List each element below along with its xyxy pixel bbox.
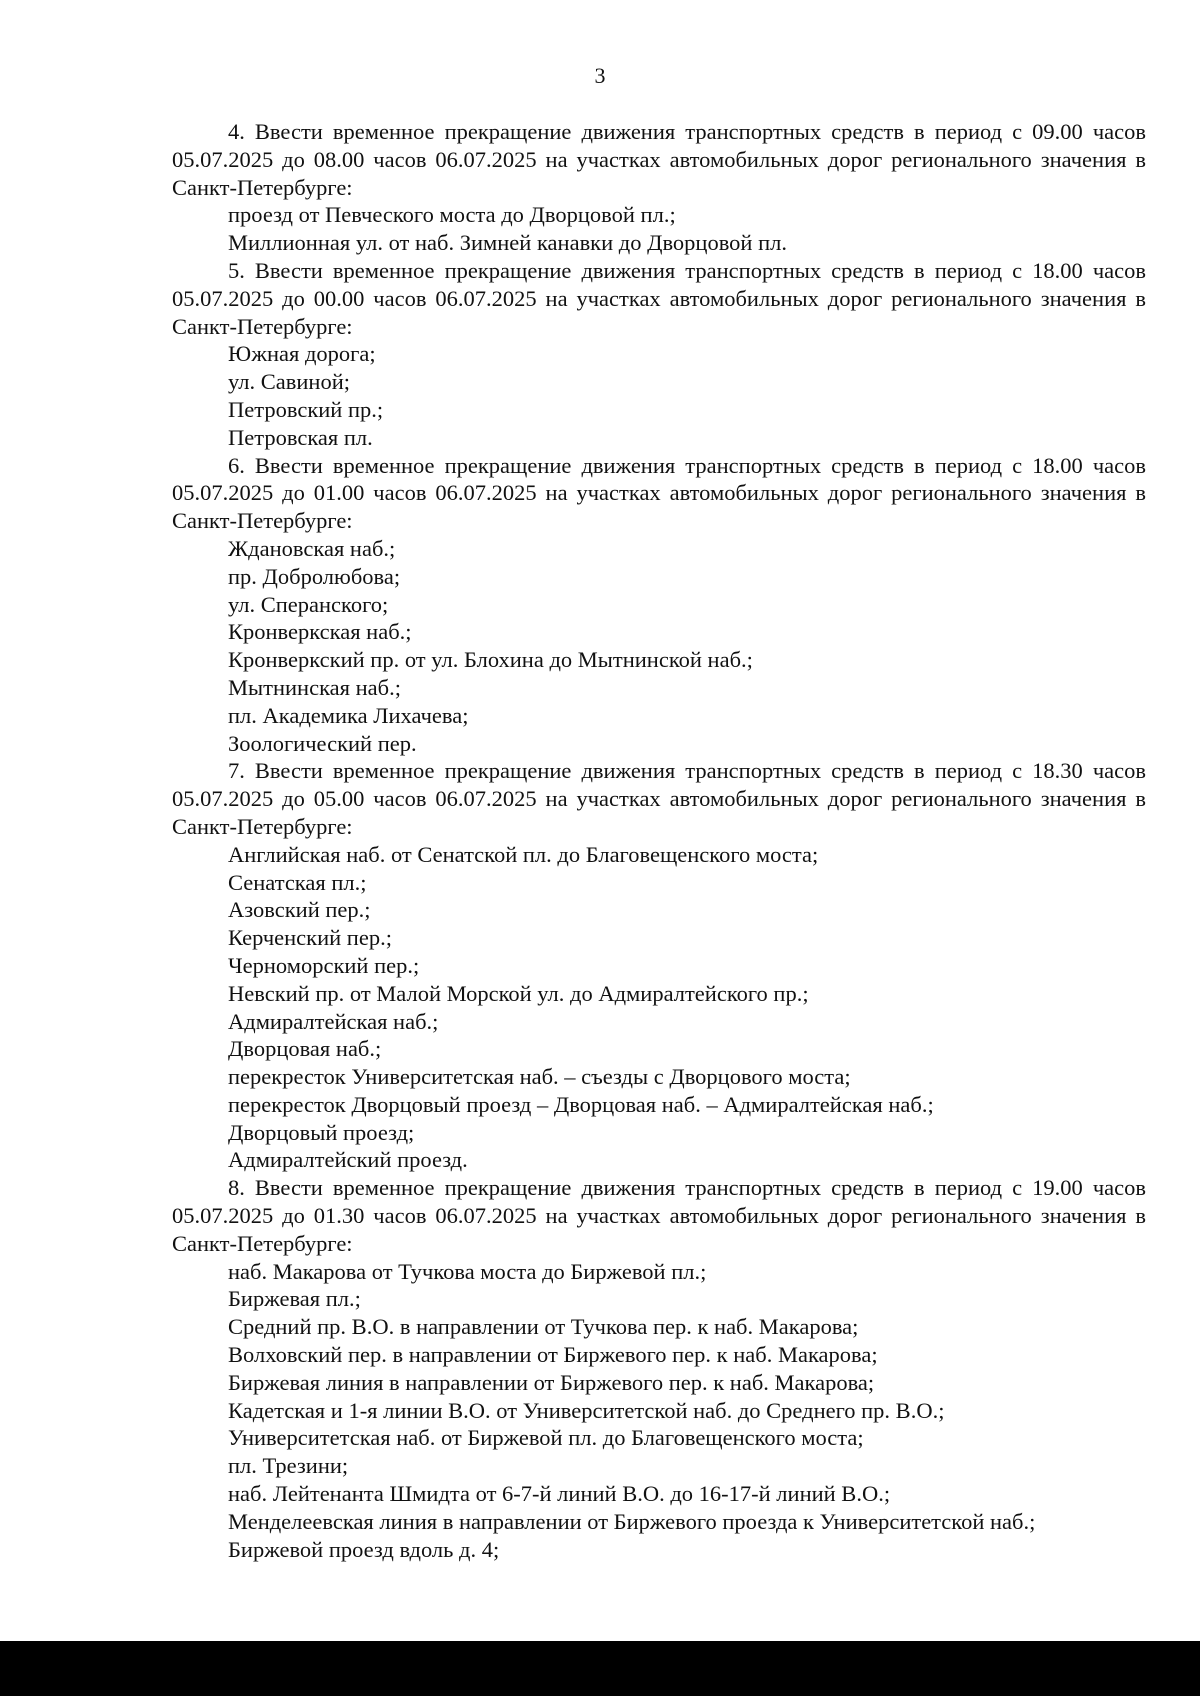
page-number: 3 <box>594 63 606 88</box>
road-item: проезд от Певческого моста до Дворцовой пл.; <box>228 202 676 228</box>
road-item: Невский пр. от Малой Морской ул. до Адмиралтейского пр.; <box>228 980 809 1006</box>
road-item: Мытнинская наб.; <box>228 674 401 700</box>
order-section <box>172 1174 1146 1563</box>
road-item: Английская наб. от Сенатской пл. до Благовещенского моста; <box>228 841 819 867</box>
scan-border-bar <box>0 1641 1200 1696</box>
section-paragraph: 6. Ввести временное прекращение движения транспортных средств в период с 18.00 часов 05.07.2025 до 01.00 часов 06.07.2025 на участках автомобильных дорог регионального значения в Санкт-Петербурге: <box>172 452 1146 534</box>
order-section <box>172 452 1146 758</box>
road-list <box>172 201 1146 257</box>
road-item: Адмиралтейская наб.; <box>228 1008 439 1034</box>
road-list <box>172 340 1146 451</box>
road-item: Адмиралтейский проезд. <box>228 1147 468 1173</box>
road-item: Керченский пер.; <box>228 925 392 951</box>
road-item: пл. Академика Лихачева; <box>228 702 469 728</box>
road-item: Черноморский пер.; <box>228 952 420 978</box>
road-item: Университетская наб. от Биржевой пл. до Благовещенского моста; <box>228 1425 864 1451</box>
road-item: Сенатская пл.; <box>228 869 367 895</box>
section-paragraph: 8. Ввести временное прекращение движения транспортных средств в период с 19.00 часов 05.07.2025 до 01.30 часов 06.07.2025 на участках автомобильных дорог регионального значения в Санкт-Петербурге: <box>172 1175 1146 1256</box>
road-list <box>172 841 1146 1175</box>
road-item: Петровский пр.; <box>228 396 384 422</box>
road-item: наб. Лейтенанта Шмидта от 6-7-й линий В.О. до 16-17-й линий В.О.; <box>228 1481 891 1507</box>
road-item: Биржевая линия в направлении от Биржевого пер. к наб. Макарова; <box>228 1369 875 1395</box>
road-item: Кронверкская наб.; <box>228 619 412 645</box>
road-item: Кадетская и 1-я линии В.О. от Университетской наб. до Среднего пр. В.О.; <box>228 1397 945 1423</box>
section-paragraph: 5. Ввести временное прекращение движения транспортных средств в период с 18.00 часов 05.07.2025 до 00.00 часов 06.07.2025 на участках автомобильных дорог регионального значения в Санкт-Петербурге: <box>172 257 1146 339</box>
road-item: наб. Макарова от Тучкова моста до Биржевой пл.; <box>228 1258 707 1284</box>
road-item: пл. Трезини; <box>228 1453 349 1479</box>
road-item: ул. Сперанского; <box>228 591 389 617</box>
road-item: Петровская пл. <box>228 424 373 450</box>
road-item: перекресток Университетская наб. – съезды с Дворцового моста; <box>228 1064 851 1090</box>
road-list <box>172 1258 1146 1564</box>
road-item: Волховский пер. в направлении от Биржевого пер. к наб. Макарова; <box>228 1342 878 1368</box>
road-list <box>172 535 1146 757</box>
road-item: Биржевая пл.; <box>228 1286 361 1312</box>
road-item: Дворцовый проезд; <box>228 1119 415 1145</box>
road-item: Южная дорога; <box>228 341 376 367</box>
road-item: Кронверкский пр. от ул. Блохина до Мытнинской наб.; <box>228 647 753 673</box>
order-section <box>172 118 1146 257</box>
section-paragraph: 7. Ввести временное прекращение движения транспортных средств в период с 18.30 часов 05.07.2025 до 05.00 часов 06.07.2025 на участках автомобильных дорог регионального значения в Санкт-Петербурге: <box>172 758 1146 839</box>
road-item: пр. Добролюбова; <box>228 563 401 589</box>
section-paragraph: 4. Ввести временное прекращение движения транспортных средств в период с 09.00 часов 05.07.2025 до 08.00 часов 06.07.2025 на участках автомобильных дорог регионального значения в Санкт-Петербурге: <box>172 119 1146 200</box>
road-item: Азовский пер.; <box>228 897 371 923</box>
road-item: Средний пр. В.О. в направлении от Тучкова пер. к наб. Макарова; <box>228 1314 859 1340</box>
road-item: Дворцовая наб.; <box>228 1036 382 1062</box>
road-item: перекресток Дворцовый проезд – Дворцовая наб. – Адмиралтейская наб.; <box>228 1091 934 1117</box>
road-item: Ждановская наб.; <box>228 535 396 561</box>
road-item: Миллионная ул. от наб. Зимней канавки до Дворцовой пл. <box>228 230 787 256</box>
road-item: Биржевой проезд вдоль д. 4; <box>228 1536 500 1562</box>
road-item: Менделеевская линия в направлении от Биржевого проезда к Университетской наб.; <box>228 1508 1036 1534</box>
order-section <box>172 757 1146 1174</box>
road-item: Зоологический пер. <box>228 730 417 756</box>
order-section <box>172 257 1146 452</box>
document-body <box>172 118 1146 1563</box>
road-item: ул. Савиной; <box>228 369 350 395</box>
